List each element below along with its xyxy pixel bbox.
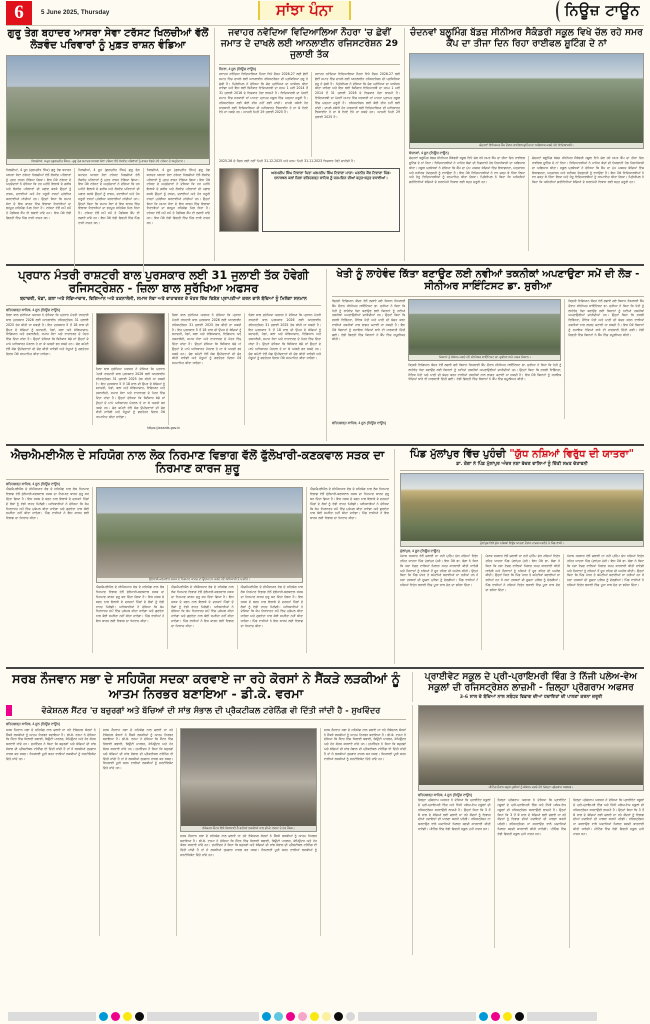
body-text-col: ਜ਼ਿਲਾ ਬਾਲ ਸੁਰੱਖਿਆ ਅਫਸਰ ਨੇ ਦੱਸਿਆ ਕਿ ਪ੍ਰਧਾਨ ਮੰਤਰੀ ਰਾਸ਼ਟਰੀ ਬਾਲ ਪੁਰਸਕਾਰ 2026 ਲਈ ਆਨਲਾਈਨ ਰਜਿਸਟ੍ਰੇਸ਼ਨ 31 ਜੁਲਾਈ 2025 ਤੱਕ ਕੀਤੀ ਜਾ ਸਕਦੀ ਹੈ। ਇਹ ਪੁਰਸਕਾਰ 5 ਤੋਂ 18 ਸਾਲ ਦੀ ਉਮਰ ਦੇ ਬੱਚਿਆਂ ਨੂੰ ਬਹਾਦਰੀ, ਖੇਡਾਂ, ਕਲਾ ਅਤੇ ਸੱਭਿਆਚਾਰ, ਵਿਗਿਆਨ ਅਤੇ ਤਕਨਾਲੋਜੀ, ਸਮਾਜ ਸੇਵਾ ਅਤੇ ਵਾਤਾਵਰਣ ਦੇ ਖੇਤਰ ਵਿੱਚ ਦਿੱਤਾ ਜਾਂਦਾ ਹੈ। ਉਨ੍ਹਾਂ ਦੱਸਿਆ ਕਿ ਬਿਨੈਕਾਰ ਬੱਚੇ ਜਾਂ ਉਨ੍ਹਾਂ ਦੇ ਮਾਪੇ ਅਧਿਕਾਰਤ ਪੋਰਟਲ ਤੇ ਜਾ ਕੇ ਅਰਜ਼ੀ ਭਰ ਸਕਦੇ ਹਨ। ਚੋਣ ਕਮੇਟੀ ਵੱਲੋਂ ਯੋਗ ਉਮੀਦਵਾਰਾਂ ਦੀ ਚੋਣ ਕੀਤੀ ਜਾਵੇਗੀ ਅਤੇ ਜੇਤੂਆਂ ਨੂੰ ਗਣਤੰਤਰ ਦਿਵਸ ਮੌਕੇ ਸਨਮਾਨਿਤ ਕੀਤਾ ਜਾਵੇਗਾ। <box>95 367 165 420</box>
byline: ਚੰਦਨਵਾਂ, 4 ਜੂਨ (ਨਿਊਜ਼ ਟਾਊਨ) <box>409 150 449 155</box>
registration-dot-cyan <box>479 1012 488 1021</box>
headline: ਜਵਾਹਰ ਨਵੋਦਿਆ ਵਿਦਿਆਲਿਆ ਨੌਹਰਾ 'ਚ ਛੇਵੀਂ ਜਮਾਤ ਦੇ ਦਾਖਲੇ ਲਈ ਆਨਲਾਈਨ ਰਜਿਸਟਰੇਸ਼ਨ 29 ਜੁਲਾਈ ਤੱਕ <box>220 27 399 60</box>
byline: ਫਤਿਹਗੜ੍ਹ ਸਾਹਿਬ, 4 ਜੂਨ (ਨਿਊਜ਼ ਟਾਊਨ) <box>332 421 387 426</box>
article-ration-distribution <box>6 28 214 261</box>
body-text-col: ਜ਼ਿਲਾ ਬਾਲ ਸੁਰੱਖਿਆ ਅਫਸਰ ਨੇ ਦੱਸਿਆ ਕਿ ਪ੍ਰਧਾਨ ਮੰਤਰੀ ਰਾਸ਼ਟਰੀ ਬਾਲ ਪੁਰਸਕਾਰ 2026 ਲਈ ਆਨਲਾਈਨ ਰਜਿਸਟ੍ਰੇਸ਼ਨ 31 ਜੁਲਾਈ 2025 ਤੱਕ ਕੀਤੀ ਜਾ ਸਕਦੀ ਹੈ। ਇਹ ਪੁਰਸਕਾਰ 5 ਤੋਂ 18 ਸਾਲ ਦੀ ਉਮਰ ਦੇ ਬੱਚਿਆਂ ਨੂੰ ਬਹਾਦਰੀ, ਖੇਡਾਂ, ਕਲਾ ਅਤੇ ਸੱਭਿਆਚਾਰ, ਵਿਗਿਆਨ ਅਤੇ ਤਕਨਾਲੋਜੀ, ਸਮਾਜ ਸੇਵਾ ਅਤੇ ਵਾਤਾਵਰਣ ਦੇ ਖੇਤਰ ਵਿੱਚ ਦਿੱਤਾ ਜਾਂਦਾ ਹੈ। ਉਨ੍ਹਾਂ ਦੱਸਿਆ ਕਿ ਬਿਨੈਕਾਰ ਬੱਚੇ ਜਾਂ ਉਨ੍ਹਾਂ ਦੇ ਮਾਪੇ ਅਧਿਕਾਰਤ ਪੋਰਟਲ ਤੇ ਜਾ ਕੇ ਅਰਜ਼ੀ ਭਰ ਸਕਦੇ ਹਨ। ਚੋਣ ਕਮੇਟੀ ਵੱਲੋਂ ਯੋਗ ਉਮੀਦਵਾਰਾਂ ਦੀ ਚੋਣ ਕੀਤੀ ਜਾਵੇਗੀ ਅਤੇ ਜੇਤੂਆਂ ਨੂੰ ਗਣਤੰਤਰ ਦਿਵਸ ਮੌਕੇ ਸਨਮਾਨਿਤ ਕੀਤਾ ਜਾਵੇਗਾ। <box>6 313 89 356</box>
body-text-col: ਐਚਐਮਈਐਲ ਦੇ ਸੀਐਸਆਰ ਫੰਡ ਦੇ ਸਹਿਯੋਗ ਨਾਲ ਲੋਕ ਨਿਰਮਾਣ ਵਿਭਾਗ ਵੱਲੋਂ ਫੁੱਲੋਖਾਰੀ-ਕਣਕਵਾਲ ਸੜਕ ਦਾ ਨਿਰਮਾਣ ਕਾਰਜ ਸ਼ੁਰੂ ਕਰ ਦਿੱਤਾ ਗਿਆ ਹੈ। ਇਸ ਸੜਕ ਦੇ ਬਣਨ ਨਾਲ ਇਲਾਕੇ ਦੇ ਦਰਜਨਾਂ ਪਿੰਡਾਂ ਦੇ ਲੋਕਾਂ ਨੂੰ ਵੱਡੀ ਰਾਹਤ ਮਿਲੇਗੀ। ਅਧਿਕਾਰੀਆਂ ਨੇ ਦੱਸਿਆ ਕਿ ਕੰਮ ਨਿਰਧਾਰਤ ਸਮੇਂ ਵਿੱਚ ਮੁਕੰਮਲ ਕੀਤਾ ਜਾਵੇਗਾ ਅਤੇ ਗੁਣਵੱਤਾ ਨਾਲ ਕੋਈ ਸਮਝੌਤਾ ਨਹੀਂ ਕੀਤਾ ਜਾਵੇਗਾ। ਪਿੰਡ ਵਾਸੀਆਂ ਨੇ ਇਸ ਕਾਰਜ ਲਈ ਵਿਭਾਗ ਦਾ ਧੰਨਵਾਦ ਕੀਤਾ। <box>237 585 303 649</box>
photo-caption: ਮੁੱਲਾਂਪੁਰ ਵਿਖੇ ਯੁੱਧ ਨਸ਼ਿਆਂ ਵਿਰੁੱਧ ਯਾਤਰਾ ਦੌਰਾਨ ਹਾਜ਼ਰ ਪਤਵੰਤੇ ਤੇ ਪਿੰਡ ਵਾਸੀ। <box>401 541 643 546</box>
photo-block <box>408 299 561 419</box>
body-text-col: ਖਿਲਚੀਆਂ, 4 ਜੂਨ (ਗੁਰਪ੍ਰੀਤ ਸਿੰਘ) ਗੁਰੂ ਤੇਗ ਬਹਾਦਰ ਆਸਰਾ ਸੇਵਾ ਟਰੱਸਟ ਖਿਲਚੀਆਂ ਵੱਲੋਂ ਲੋੜਵੰਦ ਪਰਿਵਾਰਾਂ ਨੂੰ ਮੁਫ਼ਤ ਰਾਸ਼ਨ ਵੰਡਿਆ ਗਿਆ। ਇਸ ਮੌਕੇ ਟਰੱਸਟ ਦੇ ਅਹੁਦੇਦਾਰਾਂ ਨੇ ਦੱਸਿਆ ਕਿ ਹਰ ਮਹੀਨੇ ਇਲਾਕੇ ਦੇ ਗਰੀਬ ਅਤੇ ਲੋੜਵੰਦ ਪਰਿਵਾਰਾਂ ਦੀ ਪਛਾਣ ਕਰਕੇ ਉਨ੍ਹਾਂ ਨੂੰ ਰਾਸ਼ਨ, ਦਵਾਈਆਂ ਅਤੇ ਹੋਰ ਜਰੂਰੀ ਵਸਤਾਂ ਮੁਹੱਈਆ ਕਰਵਾਈਆਂ ਜਾਂਦੀਆਂ ਹਨ। ਉਨ੍ਹਾਂ ਕਿਹਾ ਕਿ ਸਮਾਜ ਸੇਵਾ ਦੇ ਇਸ ਕਾਰਜ ਵਿੱਚ ਇਲਾਕਾ ਨਿਵਾਸੀਆਂ ਦਾ ਭਰਪੂਰ ਸਹਿਯੋਗ ਮਿਲ ਰਿਹਾ ਹੈ। ਟਰੱਸਟ ਵੱਲੋਂ ਸਮੇਂ ਸਮੇਂ ਤੇ ਮੈਡੀਕਲ ਕੈਂਪ ਵੀ ਲਗਾਏ ਜਾਂਦੇ ਹਨ। ਇਸ ਮੌਕੇ ਵੱਡੀ ਗਿਣਤੀ ਵਿੱਚ ਪਿੰਡ ਵਾਸੀ ਹਾਜ਼ਰ ਸਨ। <box>143 168 210 273</box>
byline: ਫਤਿਹਗੜ੍ਹ ਸਾਹਿਬ, 4 ਜੂਨ (ਨਿਊਜ਼ ਟਾਊਨ) <box>6 481 61 486</box>
body-text-col: ਜਵਾਹਰ ਨਵੋਦਿਆ ਵਿਦਿਆਲਿਆ ਨੌਹਰਾ ਵਿਖੇ ਸੈਸ਼ਨ 2026-27 ਲਈ ਛੇਵੀਂ ਜਮਾਤ ਵਿੱਚ ਦਾਖਲੇ ਲਈ ਆਨਲਾਈਨ ਰਜਿਸਟਰੇਸ਼ਨ ਦੀ ਪ੍ਰਕਿਰਿਆ ਸ਼ੁਰੂ ਹੋ ਚੁੱਕੀ ਹੈ। ਪ੍ਰਿੰਸੀਪਲ ਨੇ ਦੱਸਿਆ ਕਿ ਚੋਣ ਪ੍ਰੀਖਿਆ ਦਾ ਆਯੋਜਨ ਕੀਤਾ ਜਾਵੇਗਾ ਅਤੇ ਇਸ ਲਈ ਬਿਨੈਕਾਰ ਵਿਦਿਆਰਥੀ ਦਾ ਜਨਮ 1 ਮਈ 2014 ਤੋਂ 31 ਜੁਲਾਈ 2016 ਦੇ ਵਿਚਕਾਰ ਹੋਣਾ ਲਾਜ਼ਮੀ ਹੈ। ਵਿਦਿਆਰਥੀ ਦਾ ਪੰਜਵੀਂ ਜਮਾਤ ਵਿੱਚ ਸਰਕਾਰੀ ਜਾਂ ਮਾਨਤਾ ਪ੍ਰਾਪਤ ਸਕੂਲ ਵਿੱਚ ਪੜ੍ਹਨਾ ਜ਼ਰੂਰੀ ਹੈ। ਰਜਿਸਟਰੇਸ਼ਨ ਲਈ ਕੋਈ ਫੀਸ ਨਹੀਂ ਲਈ ਜਾਂਦੀ। ਦਾਖਲੇ ਸਬੰਧੀ ਹੋਰ ਜਾਣਕਾਰੀ ਲਈ ਵਿਦਿਆਲਿਆ ਦੀ ਅਧਿਕਾਰਤ ਵੈੱਬਸਾਈਟ ਤੇ ਜਾ ਕੇ ਵੇਰਵੇ ਵੇਖੇ ਜਾ ਸਕਦੇ ਹਨ। ਆਖ਼ਰੀ ਮਿਤੀ 29 ਜੁਲਾਈ 2025 ਹੈ। <box>311 72 400 157</box>
body-col-with-photo <box>92 313 165 425</box>
divider <box>332 296 644 297</box>
body-columns <box>418 798 644 948</box>
headline: ਖੇਤੀ ਨੂੰ ਲਾਹੇਵੰਦ ਕਿੱਤਾ ਬਣਾਉਣ ਲਈ ਨਵੀਆਂ ਤਕਨੀਕਾਂ ਅਪਣਾਉਣਾ ਸਮੇਂ ਦੀ ਲੋੜ - ਸੀਨੀਅਰ ਸਾਇੰਟਿਸਟ ਡਾ. ਸੁਰੀਆ <box>336 269 640 293</box>
article-navodaya-registration <box>214 28 404 261</box>
body-text-col: ਕ੍ਰਿਸ਼ੀ ਵਿਗਿਆਨ ਕੇਂਦਰ ਵੱਲੋਂ ਲਗਾਏ ਗਏ ਕਿਸਾਨ ਸਿਖਲਾਈ ਕੈਂਪ ਦੌਰਾਨ ਸੀਨੀਅਰ ਸਾਇੰਟਿਸਟ ਡਾ. ਸੁਰੀਆ ਨੇ ਕਿਹਾ ਕਿ ਖੇਤੀ ਨੂੰ ਲਾਹੇਵੰਦ ਧੰਦਾ ਬਣਾਉਣ ਲਈ ਕਿਸਾਨਾਂ ਨੂੰ ਨਵੀਆਂ ਤਕਨੀਕਾਂ ਅਪਣਾਉਣੀਆਂ ਚਾਹੀਦੀਆਂ ਹਨ। ਉਨ੍ਹਾਂ ਕਿਹਾ ਕਿ ਫ਼ਸਲੀ ਵਿਭਿੰਨਤਾ, ਜੈਵਿਕ ਖੇਤੀ ਅਤੇ ਪਾਣੀ ਦੀ ਬੱਚਤ ਕਰਨ ਵਾਲੀਆਂ ਤਕਨੀਕਾਂ ਨਾਲ ਲਾਗਤ ਘਟਾਈ ਜਾ ਸਕਦੀ ਹੈ। ਇਸ ਮੌਕੇ ਕਿਸਾਨਾਂ ਨੂੰ ਸਹਾਇਕ ਧੰਦਿਆਂ ਬਾਰੇ ਵੀ ਜਾਣਕਾਰੀ ਦਿੱਤੀ ਗਈ। ਵੱਡੀ ਗਿਣਤੀ ਵਿੱਚ ਕਿਸਾਨਾਂ ਨੇ ਕੈਂਪ ਵਿੱਚ ਸ਼ਮੂਲੀਅਤ ਕੀਤੀ। <box>408 363 562 382</box>
subheadline: 3-6 ਸਾਲ ਦੇ ਬੱਚਿਆਂ ਨਾਲ ਸਬੰਧਤ ਵਿਭਾਗ ਦੀਆਂ ਹਦਾਇਤਾਂ ਦੀ ਪਾਲਣਾ ਕਰਨਾ ਜ਼ਰੂਰੀ <box>459 694 603 700</box>
registration-dot-yellow <box>123 1012 132 1021</box>
body-text-col: ਸਰਬ ਨੌਜਵਾਨ ਸਭਾ ਦੇ ਸਹਿਯੋਗ ਨਾਲ ਚਲਾਏ ਜਾ ਰਹੇ ਵੋਕੇਸ਼ਨਲ ਕੋਰਸਾਂ ਨੇ ਸੈਂਕੜੇ ਲੜਕੀਆਂ ਨੂੰ ਆਤਮ ਨਿਰਭਰ ਬਣਾਇਆ ਹੈ। ਡੀ.ਕੇ. ਵਰਮਾ ਨੇ ਦੱਸਿਆ ਕਿ ਸੈਂਟਰ ਵਿੱਚ ਸਿਲਾਈ ਕਢਾਈ, ਬਿਊਟੀ ਪਾਰਲਰ, ਕੰਪਿਊਟਰ ਅਤੇ ਹੋਰ ਕੋਰਸ ਕਰਵਾਏ ਜਾਂਦੇ ਹਨ। ਸੁਖਵਿੰਦਰ ਨੇ ਕਿਹਾ ਕਿ ਬਜ਼ੁਰਗਾਂ ਅਤੇ ਬੱਚਿਆਂ ਦੀ ਸਾਂਭ ਸੰਭਾਲ ਦੀ ਪ੍ਰੈਕਟੀਕਲ ਟਰੇਨਿੰਗ ਵੀ ਦਿੱਤੀ ਜਾਂਦੀ ਹੈ ਤਾਂ ਜੋ ਲੜਕੀਆਂ ਰੁਜ਼ਗਾਰ ਹਾਸਲ ਕਰ ਸਕਣ। ਸਿਖਲਾਈ ਪੂਰੀ ਕਰਨ ਵਾਲੀਆਂ ਲੜਕੀਆਂ ਨੂੰ ਸਰਟੀਫਿਕੇਟ ਦਿੱਤੇ ਜਾਂਦੇ ਹਨ। <box>6 727 96 761</box>
article-road-construction <box>6 449 394 664</box>
photo-caption: ਕਿਸਾਨਾਂ ਨੂੰ ਸੰਬੋਧਨ ਕਰਦੇ ਹੋਏ ਸੀਨੀਅਰ ਸਾਇੰਟਿਸਟ ਡਾ. ਸੁਰੀਆ ਅਤੇ ਹਾਜ਼ਰ ਕਿਸਾਨ। <box>409 355 560 360</box>
photo-caption: ਖਿਲਚੀਆਂ, 4 ਜੂਨ (ਗੁਰਪ੍ਰੀਤ ਸਿੰਘ) - ਗੁਰੂ ਤੇਗ ਬਹਾਦਰ ਆਸਰਾ ਸੇਵਾ ਟਰੱਸਟ ਵੱਲੋਂ ਲੋੜਵੰਦ ਪਰਿਵਾਰਾਂ ਨੂੰ ਰਾਸ਼ਨ ਵੰਡਦੇ ਹੋਏ ਟਰੱਸਟ ਦੇ ਅਹੁਦੇਦਾਰ। <box>7 159 209 164</box>
body-text-col: ਸਰਬ ਨੌਜਵਾਨ ਸਭਾ ਦੇ ਸਹਿਯੋਗ ਨਾਲ ਚਲਾਏ ਜਾ ਰਹੇ ਵੋਕੇਸ਼ਨਲ ਕੋਰਸਾਂ ਨੇ ਸੈਂਕੜੇ ਲੜਕੀਆਂ ਨੂੰ ਆਤਮ ਨਿਰਭਰ ਬਣਾਇਆ ਹੈ। ਡੀ.ਕੇ. ਵਰਮਾ ਨੇ ਦੱਸਿਆ ਕਿ ਸੈਂਟਰ ਵਿੱਚ ਸਿਲਾਈ ਕਢਾਈ, ਬਿਊਟੀ ਪਾਰਲਰ, ਕੰਪਿਊਟਰ ਅਤੇ ਹੋਰ ਕੋਰਸ ਕਰਵਾਏ ਜਾਂਦੇ ਹਨ। ਸੁਖਵਿੰਦਰ ਨੇ ਕਿਹਾ ਕਿ ਬਜ਼ੁਰਗਾਂ ਅਤੇ ਬੱਚਿਆਂ ਦੀ ਸਾਂਭ ਸੰਭਾਲ ਦੀ ਪ੍ਰੈਕਟੀਕਲ ਟਰੇਨਿੰਗ ਵੀ ਦਿੱਤੀ ਜਾਂਦੀ ਹੈ ਤਾਂ ਜੋ ਲੜਕੀਆਂ ਰੁਜ਼ਗਾਰ ਹਾਸਲ ਕਰ ਸਕਣ। ਸਿਖਲਾਈ ਪੂਰੀ ਕਰਨ ਵਾਲੀਆਂ ਲੜਕੀਆਂ ਨੂੰ ਸਰਟੀਫਿਕੇਟ ਦਿੱਤੇ ਜਾਂਦੇ ਹਨ। <box>99 728 173 936</box>
accent-bar <box>6 705 12 717</box>
registration-dot-yellow-light <box>322 1012 331 1021</box>
bottom-band <box>6 672 644 955</box>
divider <box>6 305 321 306</box>
registration-dot-magenta <box>111 1012 120 1021</box>
body-columns <box>400 554 644 650</box>
publication-date: 5 June 2025, Thursday <box>41 9 110 16</box>
birthday-notice <box>219 168 400 232</box>
birthday-photo <box>219 168 259 232</box>
headline: ਚੰਦਨਵਾਂ ਬਲੂਮਿੰਗ ਬੱਡਜ਼ ਸੀਨੀਅਰ ਸੈਕੰਡਰੀ ਸਕੂਲ ਵਿਖੇ ਚੱਲ ਰਹੇ ਸਮਰ ਕੈਂਪ ਦਾ ਤੀਜਾ ਦਿਨ ਰਿਹਾ ਰਾਈਫਲ ਸ਼ੂਟਿੰਗ ਦੇ ਨਾਂ <box>410 27 643 49</box>
body-text-col: ਐਚਐਮਈਐਲ ਦੇ ਸੀਐਸਆਰ ਫੰਡ ਦੇ ਸਹਿਯੋਗ ਨਾਲ ਲੋਕ ਨਿਰਮਾਣ ਵਿਭਾਗ ਵੱਲੋਂ ਫੁੱਲੋਖਾਰੀ-ਕਣਕਵਾਲ ਸੜਕ ਦਾ ਨਿਰਮਾਣ ਕਾਰਜ ਸ਼ੁਰੂ ਕਰ ਦਿੱਤਾ ਗਿਆ ਹੈ। ਇਸ ਸੜਕ ਦੇ ਬਣਨ ਨਾਲ ਇਲਾਕੇ ਦੇ ਦਰਜਨਾਂ ਪਿੰਡਾਂ ਦੇ ਲੋਕਾਂ ਨੂੰ ਵੱਡੀ ਰਾਹਤ ਮਿਲੇਗੀ। ਅਧਿਕਾਰੀਆਂ ਨੇ ਦੱਸਿਆ ਕਿ ਕੰਮ ਨਿਰਧਾਰਤ ਸਮੇਂ ਵਿੱਚ ਮੁਕੰਮਲ ਕੀਤਾ ਜਾਵੇਗਾ ਅਤੇ ਗੁਣਵੱਤਾ ਨਾਲ ਕੋਈ ਸਮਝੌਤਾ ਨਹੀਂ ਕੀਤਾ ਜਾਵੇਗਾ। ਪਿੰਡ ਵਾਸੀਆਂ ਨੇ ਇਸ ਕਾਰਜ ਲਈ ਵਿਭਾਗ ਦਾ ਧੰਨਵਾਦ ਕੀਤਾ। <box>167 585 233 649</box>
article-photo <box>418 705 644 791</box>
registration-dot-magenta <box>491 1012 500 1021</box>
article-sarb-naujawan-sabha-headline <box>6 672 406 702</box>
divider <box>400 470 644 471</box>
registration-dot-yellow <box>310 1012 319 1021</box>
body-columns <box>409 156 644 251</box>
photo-caption: ਮੀਟਿੰਗ ਦੌਰਾਨ ਸਕੂਲ ਮੁਖੀਆਂ ਨੂੰ ਸੰਬੋਧਨ ਕਰਦੇ ਹੋਏ ਜ਼ਿਲ੍ਹਾ ਪ੍ਰੋਗਰਾਮ ਅਫਸਰ। <box>419 785 643 790</box>
body-text-col: ਜਵਾਹਰ ਨਵੋਦਿਆ ਵਿਦਿਆਲਿਆ ਨੌਹਰਾ ਵਿਖੇ ਸੈਸ਼ਨ 2026-27 ਲਈ ਛੇਵੀਂ ਜਮਾਤ ਵਿੱਚ ਦਾਖਲੇ ਲਈ ਆਨਲਾਈਨ ਰਜਿਸਟਰੇਸ਼ਨ ਦੀ ਪ੍ਰਕਿਰਿਆ ਸ਼ੁਰੂ ਹੋ ਚੁੱਕੀ ਹੈ। ਪ੍ਰਿੰਸੀਪਲ ਨੇ ਦੱਸਿਆ ਕਿ ਚੋਣ ਪ੍ਰੀਖਿਆ ਦਾ ਆਯੋਜਨ ਕੀਤਾ ਜਾਵੇਗਾ ਅਤੇ ਇਸ ਲਈ ਬਿਨੈਕਾਰ ਵਿਦਿਆਰਥੀ ਦਾ ਜਨਮ 1 ਮਈ 2014 ਤੋਂ 31 ਜੁਲਾਈ 2016 ਦੇ ਵਿਚਕਾਰ ਹੋਣਾ ਲਾਜ਼ਮੀ ਹੈ। ਵਿਦਿਆਰਥੀ ਦਾ ਪੰਜਵੀਂ ਜਮਾਤ ਵਿੱਚ ਸਰਕਾਰੀ ਜਾਂ ਮਾਨਤਾ ਪ੍ਰਾਪਤ ਸਕੂਲ ਵਿੱਚ ਪੜ੍ਹਨਾ ਜ਼ਰੂਰੀ ਹੈ। ਰਜਿਸਟਰੇਸ਼ਨ ਲਈ ਕੋਈ ਫੀਸ ਨਹੀਂ ਲਈ ਜਾਂਦੀ। ਦਾਖਲੇ ਸਬੰਧੀ ਹੋਰ ਜਾਣਕਾਰੀ ਲਈ ਵਿਦਿਆਲਿਆ ਦੀ ਅਧਿਕਾਰਤ ਵੈੱਬਸਾਈਟ ਤੇ ਜਾ ਕੇ ਵੇਰਵੇ ਵੇਖੇ ਜਾ ਸਕਦੇ ਹਨ। ਆਖ਼ਰੀ ਮਿਤੀ 29 ਜੁਲਾਈ 2025 ਹੈ। <box>219 72 308 115</box>
article-sarb-naujawan-sabha <box>6 705 406 955</box>
masthead <box>6 0 644 26</box>
article-anti-drug-yatra <box>394 449 644 664</box>
byline: ਨੌਹਰਾ, 4 ਜੂਨ (ਨਿਊਜ਼ ਟਾਊਨ) <box>219 66 257 71</box>
awards-website-link[interactable]: https://awards.gov.in <box>147 426 180 431</box>
body-columns <box>6 313 321 425</box>
article-preprimary-registration-headline <box>412 672 644 702</box>
body-text-col: ਐਚਐਮਈਐਲ ਦੇ ਸੀਐਸਆਰ ਫੰਡ ਦੇ ਸਹਿਯੋਗ ਨਾਲ ਲੋਕ ਨਿਰਮਾਣ ਵਿਭਾਗ ਵੱਲੋਂ ਫੁੱਲੋਖਾਰੀ-ਕਣਕਵਾਲ ਸੜਕ ਦਾ ਨਿਰਮਾਣ ਕਾਰਜ ਸ਼ੁਰੂ ਕਰ ਦਿੱਤਾ ਗਿਆ ਹੈ। ਇਸ ਸੜਕ ਦੇ ਬਣਨ ਨਾਲ ਇਲਾਕੇ ਦੇ ਦਰਜਨਾਂ ਪਿੰਡਾਂ ਦੇ ਲੋਕਾਂ ਨੂੰ ਵੱਡੀ ਰਾਹਤ ਮਿਲੇਗੀ। ਅਧਿਕਾਰੀਆਂ ਨੇ ਦੱਸਿਆ ਕਿ ਕੰਮ ਨਿਰਧਾਰਤ ਸਮੇਂ ਵਿੱਚ ਮੁਕੰਮਲ ਕੀਤਾ ਜਾਵੇਗਾ ਅਤੇ ਗੁਣਵੱਤਾ ਨਾਲ ਕੋਈ ਸਮਝੌਤਾ ਨਹੀਂ ਕੀਤਾ ਜਾਵੇਗਾ। ਪਿੰਡ ਵਾਸੀਆਂ ਨੇ ਇਸ ਕਾਰਜ ਲਈ ਵਿਭਾਗ ਦਾ ਧੰਨਵਾਦ ਕੀਤਾ। <box>95 585 165 623</box>
body-text-col: ਜ਼ਿਲ੍ਹਾ ਪ੍ਰੋਗਰਾਮ ਅਫਸਰ ਨੇ ਦੱਸਿਆ ਕਿ ਪ੍ਰਾਈਵੇਟ ਸਕੂਲਾਂ ਦੇ ਪ੍ਰੀ-ਪ੍ਰਾਇਮਰੀ ਵਿੰਗ ਅਤੇ ਨਿੱਜੀ ਪਲੇਅ-ਵੇਅ ਸਕੂਲਾਂ ਦੀ ਰਜਿਸਟ੍ਰੇਸ਼ਨ ਕਰਵਾਉਣੀ ਲਾਜ਼ਮੀ ਹੈ। ਉਨ੍ਹਾਂ ਕਿਹਾ ਕਿ 3 ਤੋਂ 6 ਸਾਲ ਦੇ ਬੱਚਿਆਂ ਲਈ ਚਲਾਏ ਜਾ ਰਹੇ ਕੇਂਦਰਾਂ ਨੂੰ ਵਿਭਾਗ ਦੀਆਂ ਹਦਾਇਤਾਂ ਦੀ ਪਾਲਣਾ ਕਰਨੀ ਪਵੇਗੀ। ਰਜਿਸਟ੍ਰੇਸ਼ਨ ਨਾ ਕਰਵਾਉਣ ਵਾਲੇ ਅਦਾਰਿਆਂ ਖ਼ਿਲਾਫ਼ ਬਣਦੀ ਕਾਰਵਾਈ ਕੀਤੀ ਜਾਵੇਗੀ। ਮੀਟਿੰਗ ਵਿੱਚ ਵੱਡੀ ਗਿਣਤੀ ਸਕੂਲ ਮੁਖੀ ਹਾਜ਼ਰ ਸਨ। <box>418 798 491 831</box>
registration-dot-cyan <box>99 1012 108 1021</box>
bottom-content-row <box>6 705 644 955</box>
body-text-col: ਸਰਬ ਨੌਜਵਾਨ ਸਭਾ ਦੇ ਸਹਿਯੋਗ ਨਾਲ ਚਲਾਏ ਜਾ ਰਹੇ ਵੋਕੇਸ਼ਨਲ ਕੋਰਸਾਂ ਨੇ ਸੈਂਕੜੇ ਲੜਕੀਆਂ ਨੂੰ ਆਤਮ ਨਿਰਭਰ ਬਣਾਇਆ ਹੈ। ਡੀ.ਕੇ. ਵਰਮਾ ਨੇ ਦੱਸਿਆ ਕਿ ਸੈਂਟਰ ਵਿੱਚ ਸਿਲਾਈ ਕਢਾਈ, ਬਿਊਟੀ ਪਾਰਲਰ, ਕੰਪਿਊਟਰ ਅਤੇ ਹੋਰ ਕੋਰਸ ਕਰਵਾਏ ਜਾਂਦੇ ਹਨ। ਸੁਖਵਿੰਦਰ ਨੇ ਕਿਹਾ ਕਿ ਬਜ਼ੁਰਗਾਂ ਅਤੇ ਬੱਚਿਆਂ ਦੀ ਸਾਂਭ ਸੰਭਾਲ ਦੀ ਪ੍ਰੈਕਟੀਕਲ ਟਰੇਨਿੰਗ ਵੀ ਦਿੱਤੀ ਜਾਂਦੀ ਹੈ ਤਾਂ ਜੋ ਲੜਕੀਆਂ ਰੁਜ਼ਗਾਰ ਹਾਸਲ ਕਰ ਸਕਣ। ਸਿਖਲਾਈ ਪੂਰੀ ਕਰਨ ਵਾਲੀਆਂ ਲੜਕੀਆਂ ਨੂੰ ਸਰਟੀਫਿਕੇਟ ਦਿੱਤੇ ਜਾਂਦੇ ਹਨ। <box>320 728 406 936</box>
article-photo <box>408 299 561 361</box>
body-text-col: ਐਚਐਮਈਐਲ ਦੇ ਸੀਐਸਆਰ ਫੰਡ ਦੇ ਸਹਿਯੋਗ ਨਾਲ ਲੋਕ ਨਿਰਮਾਣ ਵਿਭਾਗ ਵੱਲੋਂ ਫੁੱਲੋਖਾਰੀ-ਕਣਕਵਾਲ ਸੜਕ ਦਾ ਨਿਰਮਾਣ ਕਾਰਜ ਸ਼ੁਰੂ ਕਰ ਦਿੱਤਾ ਗਿਆ ਹੈ। ਇਸ ਸੜਕ ਦੇ ਬਣਨ ਨਾਲ ਇਲਾਕੇ ਦੇ ਦਰਜਨਾਂ ਪਿੰਡਾਂ ਦੇ ਲੋਕਾਂ ਨੂੰ ਵੱਡੀ ਰਾਹਤ ਮਿਲੇਗੀ। ਅਧਿਕਾਰੀਆਂ ਨੇ ਦੱਸਿਆ ਕਿ ਕੰਮ ਨਿਰਧਾਰਤ ਸਮੇਂ ਵਿੱਚ ਮੁਕੰਮਲ ਕੀਤਾ ਜਾਵੇਗਾ ਅਤੇ ਗੁਣਵੱਤਾ ਨਾਲ ਕੋਈ ਸਮਝੌਤਾ ਨਹੀਂ ਕੀਤਾ ਜਾਵੇਗਾ। ਪਿੰਡ ਵਾਸੀਆਂ ਨੇ ਇਸ ਕਾਰਜ ਲਈ ਵਿਭਾਗ ਦਾ ਧੰਨਵਾਦ ਕੀਤਾ। <box>6 487 89 521</box>
subheadline: ਡਾ. ਕੋਗਾ ਨੇ ਪਿੰਡ ਮੁੱਲਾਂਪੁਰ ਅੰਦਰ ਨਸ਼ਾ ਵੇਚਣ ਵਾਲਿਆਂ ਨੂੰ ਦਿੱਤੀ ਸਖ਼ਤ ਚੇਤਾਵਨੀ <box>456 462 588 468</box>
photo-and-text <box>332 299 644 419</box>
byline: ਮੁੱਲਾਂਪੁਰ, 4 ਜੂਨ (ਨਿਊਜ਼ ਟਾਊਨ) <box>400 548 440 553</box>
birthday-message: ਅਰਮਦੀਪ ਸਿੰਘ ਟਿਵਾਣਾ ਪਿਤਾ ਪਰਮਦੀਪ ਸਿੰਘ ਟਿਵਾਣਾ ਮਾਤਾ: ਪਰਨੀਤ ਕੌਰ ਟਿਵਾਣਾ ਪਿੰਡ: ਚਨਾਰਥਲ ਕਲਾਂ ਜ਼ਿਲਾ ਫਤਿਹਗੜ੍ਹ ਸਾਹਿਬ ਨੂੰ ਜਨਮਦਿਨ ਦੀਆਂ ਬਹੁਤ-ਬਹੁਤ ਵਧਾਈਆਂ। <box>262 168 400 232</box>
registration-dot-black <box>334 1012 343 1021</box>
photo-caption: ਵੋਕੇਸ਼ਨਲ ਸੈਂਟਰ ਵਿਖੇ ਸਿਖਲਾਈ ਲੈ ਰਹੀਆਂ ਲੜਕੀਆਂ ਨਾਲ ਡੀ.ਕੇ. ਵਰਮਾ ਤੇ ਹੋਰ ਮੈਂਬਰ। <box>181 826 316 831</box>
page-number-badge: 6 <box>6 1 32 25</box>
body-text-col: ਜ਼ਿਲਾ ਬਾਲ ਸੁਰੱਖਿਆ ਅਫਸਰ ਨੇ ਦੱਸਿਆ ਕਿ ਪ੍ਰਧਾਨ ਮੰਤਰੀ ਰਾਸ਼ਟਰੀ ਬਾਲ ਪੁਰਸਕਾਰ 2026 ਲਈ ਆਨਲਾਈਨ ਰਜਿਸਟ੍ਰੇਸ਼ਨ 31 ਜੁਲਾਈ 2025 ਤੱਕ ਕੀਤੀ ਜਾ ਸਕਦੀ ਹੈ। ਇਹ ਪੁਰਸਕਾਰ 5 ਤੋਂ 18 ਸਾਲ ਦੀ ਉਮਰ ਦੇ ਬੱਚਿਆਂ ਨੂੰ ਬਹਾਦਰੀ, ਖੇਡਾਂ, ਕਲਾ ਅਤੇ ਸੱਭਿਆਚਾਰ, ਵਿਗਿਆਨ ਅਤੇ ਤਕਨਾਲੋਜੀ, ਸਮਾਜ ਸੇਵਾ ਅਤੇ ਵਾਤਾਵਰਣ ਦੇ ਖੇਤਰ ਵਿੱਚ ਦਿੱਤਾ ਜਾਂਦਾ ਹੈ। ਉਨ੍ਹਾਂ ਦੱਸਿਆ ਕਿ ਬਿਨੈਕਾਰ ਬੱਚੇ ਜਾਂ ਉਨ੍ਹਾਂ ਦੇ ਮਾਪੇ ਅਧਿਕਾਰਤ ਪੋਰਟਲ ਤੇ ਜਾ ਕੇ ਅਰਜ਼ੀ ਭਰ ਸਕਦੇ ਹਨ। ਚੋਣ ਕਮੇਟੀ ਵੱਲੋਂ ਯੋਗ ਉਮੀਦਵਾਰਾਂ ਦੀ ਚੋਣ ਕੀਤੀ ਜਾਵੇਗੀ ਅਤੇ ਜੇਤੂਆਂ ਨੂੰ ਗਣਤੰਤਰ ਦਿਵਸ ਮੌਕੇ ਸਨਮਾਨਿਤ ਕੀਤਾ ਜਾਵੇਗਾ। <box>244 313 321 425</box>
top-band <box>6 28 644 261</box>
registration-dot-cyan-light <box>274 1012 283 1021</box>
registration-block <box>8 1012 96 1021</box>
body-columns <box>219 72 400 157</box>
logo-swoosh-icon <box>556 0 565 22</box>
band-divider <box>6 444 644 446</box>
body-text-col: ਸਰਬ ਨੌਜਵਾਨ ਸਭਾ ਦੇ ਸਹਿਯੋਗ ਨਾਲ ਚਲਾਏ ਜਾ ਰਹੇ ਵੋਕੇਸ਼ਨਲ ਕੋਰਸਾਂ ਨੇ ਸੈਂਕੜੇ ਲੜਕੀਆਂ ਨੂੰ ਆਤਮ ਨਿਰਭਰ ਬਣਾਇਆ ਹੈ। ਡੀ.ਕੇ. ਵਰਮਾ ਨੇ ਦੱਸਿਆ ਕਿ ਸੈਂਟਰ ਵਿੱਚ ਸਿਲਾਈ ਕਢਾਈ, ਬਿਊਟੀ ਪਾਰਲਰ, ਕੰਪਿਊਟਰ ਅਤੇ ਹੋਰ ਕੋਰਸ ਕਰਵਾਏ ਜਾਂਦੇ ਹਨ। ਸੁਖਵਿੰਦਰ ਨੇ ਕਿਹਾ ਕਿ ਬਜ਼ੁਰਗਾਂ ਅਤੇ ਬੱਚਿਆਂ ਦੀ ਸਾਂਭ ਸੰਭਾਲ ਦੀ ਪ੍ਰੈਕਟੀਕਲ ਟਰੇਨਿੰਗ ਵੀ ਦਿੱਤੀ ਜਾਂਦੀ ਹੈ ਤਾਂ ਜੋ ਲੜਕੀਆਂ ਰੁਜ਼ਗਾਰ ਹਾਸਲ ਕਰ ਸਕਣ। ਸਿਖਲਾਈ ਪੂਰੀ ਕਰਨ ਵਾਲੀਆਂ ਲੜਕੀਆਂ ਨੂੰ ਸਰਟੀਫਿਕੇਟ ਦਿੱਤੇ ਜਾਂਦੇ ਹਨ। <box>180 833 317 858</box>
body-columns <box>6 728 406 936</box>
article-preprimary-registration <box>412 705 644 955</box>
section-title-band <box>258 1 351 20</box>
registration-block <box>527 1012 597 1021</box>
body-text-col: ਕ੍ਰਿਸ਼ੀ ਵਿਗਿਆਨ ਕੇਂਦਰ ਵੱਲੋਂ ਲਗਾਏ ਗਏ ਕਿਸਾਨ ਸਿਖਲਾਈ ਕੈਂਪ ਦੌਰਾਨ ਸੀਨੀਅਰ ਸਾਇੰਟਿਸਟ ਡਾ. ਸੁਰੀਆ ਨੇ ਕਿਹਾ ਕਿ ਖੇਤੀ ਨੂੰ ਲਾਹੇਵੰਦ ਧੰਦਾ ਬਣਾਉਣ ਲਈ ਕਿਸਾਨਾਂ ਨੂੰ ਨਵੀਆਂ ਤਕਨੀਕਾਂ ਅਪਣਾਉਣੀਆਂ ਚਾਹੀਦੀਆਂ ਹਨ। ਉਨ੍ਹਾਂ ਕਿਹਾ ਕਿ ਫ਼ਸਲੀ ਵਿਭਿੰਨਤਾ, ਜੈਵਿਕ ਖੇਤੀ ਅਤੇ ਪਾਣੀ ਦੀ ਬੱਚਤ ਕਰਨ ਵਾਲੀਆਂ ਤਕਨੀਕਾਂ ਨਾਲ ਲਾਗਤ ਘਟਾਈ ਜਾ ਸਕਦੀ ਹੈ। ਇਸ ਮੌਕੇ ਕਿਸਾਨਾਂ ਨੂੰ ਸਹਾਇਕ ਧੰਦਿਆਂ ਬਾਰੇ ਵੀ ਜਾਣਕਾਰੀ ਦਿੱਤੀ ਗਈ। ਵੱਡੀ ਗਿਣਤੀ ਵਿੱਚ ਕਿਸਾਨਾਂ ਨੇ ਕੈਂਪ ਵਿੱਚ ਸ਼ਮੂਲੀਅਤ ਕੀਤੀ। <box>332 299 406 342</box>
article-photo <box>96 487 303 583</box>
subheadline-row <box>6 705 406 717</box>
subheadline: ਬਹਾਦਰੀ, ਖੇਡਾਂ, ਕਲਾ ਅਤੇ ਸੱਭਿਆਚਾਰ, ਵਿਗਿਆਨ ਅਤੇ ਤਕਨਾਲੋਜੀ, ਸਮਾਜ ਸੇਵਾ ਅਤੇ ਵਾਤਾਵਰਣ ਦੇ ਖੇਤਰ ਵਿੱਚ ਵਿਸ਼ੇਸ਼ ਪ੍ਰਾਪਤੀਆਂ ਕਰਨ ਵਾਲੇ ਬੱਚਿਆਂ ਨੂੰ ਮਿਲੇਗਾ ਸਨਮਾਨ <box>20 296 307 302</box>
registration-dot-magenta <box>286 1012 295 1021</box>
photo-block <box>92 487 303 653</box>
headline <box>400 449 644 461</box>
body-columns <box>6 168 210 273</box>
body-text-col: ਜ਼ਿਲ੍ਹਾ ਪ੍ਰੋਗਰਾਮ ਅਫਸਰ ਨੇ ਦੱਸਿਆ ਕਿ ਪ੍ਰਾਈਵੇਟ ਸਕੂਲਾਂ ਦੇ ਪ੍ਰੀ-ਪ੍ਰਾਇਮਰੀ ਵਿੰਗ ਅਤੇ ਨਿੱਜੀ ਪਲੇਅ-ਵੇਅ ਸਕੂਲਾਂ ਦੀ ਰਜਿਸਟ੍ਰੇਸ਼ਨ ਕਰਵਾਉਣੀ ਲਾਜ਼ਮੀ ਹੈ। ਉਨ੍ਹਾਂ ਕਿਹਾ ਕਿ 3 ਤੋਂ 6 ਸਾਲ ਦੇ ਬੱਚਿਆਂ ਲਈ ਚਲਾਏ ਜਾ ਰਹੇ ਕੇਂਦਰਾਂ ਨੂੰ ਵਿਭਾਗ ਦੀਆਂ ਹਦਾਇਤਾਂ ਦੀ ਪਾਲਣਾ ਕਰਨੀ ਪਵੇਗੀ। ਰਜਿਸਟ੍ਰੇਸ਼ਨ ਨਾ ਕਰਵਾਉਣ ਵਾਲੇ ਅਦਾਰਿਆਂ ਖ਼ਿਲਾਫ਼ ਬਣਦੀ ਕਾਰਵਾਈ ਕੀਤੀ ਜਾਵੇਗੀ। ਮੀਟਿੰਗ ਵਿੱਚ ਵੱਡੀ ਗਿਣਤੀ ਸਕੂਲ ਮੁਖੀ ਹਾਜ਼ਰ ਸਨ। <box>569 798 644 948</box>
headline: ਐਚਐਮਈਐਲ ਦੇ ਸਹਿਯੋਗ ਨਾਲ ਲੋਕ ਨਿਰਮਾਣ ਵਿਭਾਗ ਵੱਲੋਂ ਫੁੱਲੋਖਾਰੀ-ਕਣਕਵਾਲ ਸੜਕ ਦਾ ਨਿਰਮਾਣ ਕਾਰਜ ਸ਼ੁਰੂ <box>10 448 385 476</box>
body-text-col: ਜ਼ਿਲਾ ਬਾਲ ਸੁਰੱਖਿਆ ਅਫਸਰ ਨੇ ਦੱਸਿਆ ਕਿ ਪ੍ਰਧਾਨ ਮੰਤਰੀ ਰਾਸ਼ਟਰੀ ਬਾਲ ਪੁਰਸਕਾਰ 2026 ਲਈ ਆਨਲਾਈਨ ਰਜਿਸਟ੍ਰੇਸ਼ਨ 31 ਜੁਲਾਈ 2025 ਤੱਕ ਕੀਤੀ ਜਾ ਸਕਦੀ ਹੈ। ਇਹ ਪੁਰਸਕਾਰ 5 ਤੋਂ 18 ਸਾਲ ਦੀ ਉਮਰ ਦੇ ਬੱਚਿਆਂ ਨੂੰ ਬਹਾਦਰੀ, ਖੇਡਾਂ, ਕਲਾ ਅਤੇ ਸੱਭਿਆਚਾਰ, ਵਿਗਿਆਨ ਅਤੇ ਤਕਨਾਲੋਜੀ, ਸਮਾਜ ਸੇਵਾ ਅਤੇ ਵਾਤਾਵਰਣ ਦੇ ਖੇਤਰ ਵਿੱਚ ਦਿੱਤਾ ਜਾਂਦਾ ਹੈ। ਉਨ੍ਹਾਂ ਦੱਸਿਆ ਕਿ ਬਿਨੈਕਾਰ ਬੱਚੇ ਜਾਂ ਉਨ੍ਹਾਂ ਦੇ ਮਾਪੇ ਅਧਿਕਾਰਤ ਪੋਰਟਲ ਤੇ ਜਾ ਕੇ ਅਰਜ਼ੀ ਭਰ ਸਕਦੇ ਹਨ। ਚੋਣ ਕਮੇਟੀ ਵੱਲੋਂ ਯੋਗ ਉਮੀਦਵਾਰਾਂ ਦੀ ਚੋਣ ਕੀਤੀ ਜਾਵੇਗੀ ਅਤੇ ਜੇਤੂਆਂ ਨੂੰ ਗਣਤੰਤਰ ਦਿਵਸ ਮੌਕੇ ਸਨਮਾਨਿਤ ਕੀਤਾ ਜਾਵੇਗਾ। <box>168 313 241 425</box>
second-band <box>6 269 644 441</box>
photo-block <box>176 728 317 936</box>
headline: ਪ੍ਰਾਈਵੇਟ ਸਕੂਲ ਦੇ ਪ੍ਰੀ-ਪ੍ਰਾਇਮਰੀ ਵਿੰਗ ਤੇ ਨਿੱਜੀ ਪਲੇਅ-ਵੇਅ ਸਕੂਲਾਂ ਦੀ ਰਜਿਸਟ੍ਰੇਸ਼ਨ ਲਾਜ਼ਮੀ - ਜ਼ਿਲ੍ਹਾ ਪ੍ਰੋਗਰਾਮ ਅਫਸਰ <box>424 671 638 693</box>
registration-block <box>358 1012 476 1021</box>
printer-registration-bar <box>0 1010 650 1022</box>
body-text-col: ਪੰਜਾਬ ਸਰਕਾਰ ਵੱਲੋਂ ਚਲਾਈ ਜਾ ਰਹੀ ਮੁਹਿੰਮ ਯੁੱਧ ਨਸ਼ਿਆਂ ਵਿਰੁੱਧ ਤਹਿਤ ਯਾਤਰਾ ਪਿੰਡ ਮੁੱਲਾਂਪੁਰ ਪੁੱਜੀ। ਇਸ ਮੌਕੇ ਡਾ. ਕੋਗਾ ਨੇ ਕਿਹਾ ਕਿ ਨਸ਼ਾ ਵੇਚਣ ਵਾਲਿਆਂ ਖ਼ਿਲਾਫ਼ ਸਖ਼ਤ ਕਾਰਵਾਈ ਕੀਤੀ ਜਾਵੇਗੀ ਅਤੇ ਨੌਜਵਾਨਾਂ ਨੂੰ ਨਸ਼ਿਆਂ ਤੋਂ ਦੂਰ ਰਹਿਣ ਦੀ ਅਪੀਲ ਕੀਤੀ। ਉਨ੍ਹਾਂ ਕਿਹਾ ਕਿ ਪਿੰਡ ਪੱਧਰ ਤੇ ਕਮੇਟੀਆਂ ਬਣਾਈਆਂ ਜਾ ਰਹੀਆਂ ਹਨ ਜੋ ਨਸ਼ਾ ਤਸਕਰਾਂ ਦੀ ਸੂਚਨਾ ਪੁਲਿਸ ਨੂੰ ਦੇਣਗੀਆਂ। ਪਿੰਡ ਵਾਸੀਆਂ ਨੇ ਨਸ਼ਿਆਂ ਵਿਰੁੱਧ ਲੜਾਈ ਵਿੱਚ ਪੂਰਾ ਸਾਥ ਦੇਣ ਦਾ ਭਰੋਸਾ ਦਿੱਤਾ। <box>563 554 644 650</box>
body-columns <box>6 487 389 653</box>
article-photo <box>6 55 210 165</box>
article-pm-bal-puraskar <box>6 269 326 441</box>
body-text-col: ਐਚਐਮਈਐਲ ਦੇ ਸੀਐਸਆਰ ਫੰਡ ਦੇ ਸਹਿਯੋਗ ਨਾਲ ਲੋਕ ਨਿਰਮਾਣ ਵਿਭਾਗ ਵੱਲੋਂ ਫੁੱਲੋਖਾਰੀ-ਕਣਕਵਾਲ ਸੜਕ ਦਾ ਨਿਰਮਾਣ ਕਾਰਜ ਸ਼ੁਰੂ ਕਰ ਦਿੱਤਾ ਗਿਆ ਹੈ। ਇਸ ਸੜਕ ਦੇ ਬਣਨ ਨਾਲ ਇਲਾਕੇ ਦੇ ਦਰਜਨਾਂ ਪਿੰਡਾਂ ਦੇ ਲੋਕਾਂ ਨੂੰ ਵੱਡੀ ਰਾਹਤ ਮਿਲੇਗੀ। ਅਧਿਕਾਰੀਆਂ ਨੇ ਦੱਸਿਆ ਕਿ ਕੰਮ ਨਿਰਧਾਰਤ ਸਮੇਂ ਵਿੱਚ ਮੁਕੰਮਲ ਕੀਤਾ ਜਾਵੇਗਾ ਅਤੇ ਗੁਣਵੱਤਾ ਨਾਲ ਕੋਈ ਸਮਝੌਤਾ ਨਹੀਂ ਕੀਤਾ ਜਾਵੇਗਾ। ਪਿੰਡ ਵਾਸੀਆਂ ਨੇ ਇਸ ਕਾਰਜ ਲਈ ਵਿਭਾਗ ਦਾ ਧੰਨਵਾਦ ਕੀਤਾ। <box>306 487 389 653</box>
headline-quoted: "ਯੁੱਧ ਨਸ਼ਿਆਂ ਵਿਰੁੱਧ ਦੀ ਯਾਤਰਾ" <box>509 449 634 460</box>
headline: ਸਰਬ ਨੌਜਵਾਨ ਸਭਾ ਦੇ ਸਹਿਯੋਗ ਸਦਕਾ ਕਰਵਾਏ ਜਾ ਰਹੇ ਕੋਰਸਾਂ ਨੇ ਸੈਂਕੜੇ ਲੜਕੀਆਂ ਨੂੰ ਆਤਮ ਨਿਰਭਰ ਬਣਾਇਆ - ਡੀ.ਕੇ. ਵਰਮਾ <box>12 671 400 701</box>
byline: ਫਤਿਹਗੜ੍ਹ ਸਾਹਿਬ, 4 ਜੂਨ (ਨਿਊਜ਼ ਟਾਊਨ) <box>418 792 473 797</box>
official-portrait-photo <box>96 313 165 365</box>
body-text-col: ਖਿਲਚੀਆਂ, 4 ਜੂਨ (ਗੁਰਪ੍ਰੀਤ ਸਿੰਘ) ਗੁਰੂ ਤੇਗ ਬਹਾਦਰ ਆਸਰਾ ਸੇਵਾ ਟਰੱਸਟ ਖਿਲਚੀਆਂ ਵੱਲੋਂ ਲੋੜਵੰਦ ਪਰਿਵਾਰਾਂ ਨੂੰ ਮੁਫ਼ਤ ਰਾਸ਼ਨ ਵੰਡਿਆ ਗਿਆ। ਇਸ ਮੌਕੇ ਟਰੱਸਟ ਦੇ ਅਹੁਦੇਦਾਰਾਂ ਨੇ ਦੱਸਿਆ ਕਿ ਹਰ ਮਹੀਨੇ ਇਲਾਕੇ ਦੇ ਗਰੀਬ ਅਤੇ ਲੋੜਵੰਦ ਪਰਿਵਾਰਾਂ ਦੀ ਪਛਾਣ ਕਰਕੇ ਉਨ੍ਹਾਂ ਨੂੰ ਰਾਸ਼ਨ, ਦਵਾਈਆਂ ਅਤੇ ਹੋਰ ਜਰੂਰੀ ਵਸਤਾਂ ਮੁਹੱਈਆ ਕਰਵਾਈਆਂ ਜਾਂਦੀਆਂ ਹਨ। ਉਨ੍ਹਾਂ ਕਿਹਾ ਕਿ ਸਮਾਜ ਸੇਵਾ ਦੇ ਇਸ ਕਾਰਜ ਵਿੱਚ ਇਲਾਕਾ ਨਿਵਾਸੀਆਂ ਦਾ ਭਰਪੂਰ ਸਹਿਯੋਗ ਮਿਲ ਰਿਹਾ ਹੈ। ਟਰੱਸਟ ਵੱਲੋਂ ਸਮੇਂ ਸਮੇਂ ਤੇ ਮੈਡੀਕਲ ਕੈਂਪ ਵੀ ਲਗਾਏ ਜਾਂਦੇ ਹਨ। ਇਸ ਮੌਕੇ ਵੱਡੀ ਗਿਣਤੀ ਵਿੱਚ ਪਿੰਡ ਵਾਸੀ ਹਾਜ਼ਰ ਸਨ। <box>6 168 72 221</box>
body-text-col: ਜ਼ਿਲ੍ਹਾ ਪ੍ਰੋਗਰਾਮ ਅਫਸਰ ਨੇ ਦੱਸਿਆ ਕਿ ਪ੍ਰਾਈਵੇਟ ਸਕੂਲਾਂ ਦੇ ਪ੍ਰੀ-ਪ੍ਰਾਇਮਰੀ ਵਿੰਗ ਅਤੇ ਨਿੱਜੀ ਪਲੇਅ-ਵੇਅ ਸਕੂਲਾਂ ਦੀ ਰਜਿਸਟ੍ਰੇਸ਼ਨ ਕਰਵਾਉਣੀ ਲਾਜ਼ਮੀ ਹੈ। ਉਨ੍ਹਾਂ ਕਿਹਾ ਕਿ 3 ਤੋਂ 6 ਸਾਲ ਦੇ ਬੱਚਿਆਂ ਲਈ ਚਲਾਏ ਜਾ ਰਹੇ ਕੇਂਦਰਾਂ ਨੂੰ ਵਿਭਾਗ ਦੀਆਂ ਹਦਾਇਤਾਂ ਦੀ ਪਾਲਣਾ ਕਰਨੀ ਪਵੇਗੀ। ਰਜਿਸਟ੍ਰੇਸ਼ਨ ਨਾ ਕਰਵਾਉਣ ਵਾਲੇ ਅਦਾਰਿਆਂ ਖ਼ਿਲਾਫ਼ ਬਣਦੀ ਕਾਰਵਾਈ ਕੀਤੀ ਜਾਵੇਗੀ। ਮੀਟਿੰਗ ਵਿੱਚ ਵੱਡੀ ਗਿਣਤੀ ਸਕੂਲ ਮੁਖੀ ਹਾਜ਼ਰ ਸਨ। <box>494 798 567 948</box>
article-photo <box>180 728 317 832</box>
headline: ਗੁਰੂ ਤੇਗ ਬਹਾਦਰ ਆਸਰਾ ਸੇਵਾ ਟਰੱਸਟ ਖਿਲਚੀਆਂ ਵੱਲੋਂ ਲੋੜਵੰਦ ਪਰਿਵਾਰਾਂ ਨੂੰ ਮੁਫ਼ਤ ਰਾਸ਼ਨ ਵੰਡਿਆ <box>7 28 209 52</box>
section-title: ਸਾਂਝਾ ਪੰਨਾ <box>276 1 333 19</box>
body-text-col: ਕ੍ਰਿਸ਼ੀ ਵਿਗਿਆਨ ਕੇਂਦਰ ਵੱਲੋਂ ਲਗਾਏ ਗਏ ਕਿਸਾਨ ਸਿਖਲਾਈ ਕੈਂਪ ਦੌਰਾਨ ਸੀਨੀਅਰ ਸਾਇੰਟਿਸਟ ਡਾ. ਸੁਰੀਆ ਨੇ ਕਿਹਾ ਕਿ ਖੇਤੀ ਨੂੰ ਲਾਹੇਵੰਦ ਧੰਦਾ ਬਣਾਉਣ ਲਈ ਕਿਸਾਨਾਂ ਨੂੰ ਨਵੀਆਂ ਤਕਨੀਕਾਂ ਅਪਣਾਉਣੀਆਂ ਚਾਹੀਦੀਆਂ ਹਨ। ਉਨ੍ਹਾਂ ਕਿਹਾ ਕਿ ਫ਼ਸਲੀ ਵਿਭਿੰਨਤਾ, ਜੈਵਿਕ ਖੇਤੀ ਅਤੇ ਪਾਣੀ ਦੀ ਬੱਚਤ ਕਰਨ ਵਾਲੀਆਂ ਤਕਨੀਕਾਂ ਨਾਲ ਲਾਗਤ ਘਟਾਈ ਜਾ ਸਕਦੀ ਹੈ। ਇਸ ਮੌਕੇ ਕਿਸਾਨਾਂ ਨੂੰ ਸਹਾਇਕ ਧੰਦਿਆਂ ਬਾਰੇ ਵੀ ਜਾਣਕਾਰੀ ਦਿੱਤੀ ਗਈ। ਵੱਡੀ ਗਿਣਤੀ ਵਿੱਚ ਕਿਸਾਨਾਂ ਨੇ ਕੈਂਪ ਵਿੱਚ ਸ਼ਮੂਲੀਅਤ ਕੀਤੀ। <box>564 299 644 419</box>
byline: ਫਤਿਹਗੜ੍ਹ ਸਾਹਿਬ, 4 ਜੂਨ (ਨਿਊਜ਼ ਟਾਊਨ) <box>6 722 61 727</box>
dates-note: 2025-26 ਦੇ ਸੈਸ਼ਨ ਲਈ ਨਵੀਂ ਮਿਤੀ 31.12.2025 ਅਤੇ ਜਨਮ ਮਿਤੀ 31.11.2023 ਵਿਚਕਾਰ ਹੋਣੀ ਚਾਹੀਦੀ ਹੈ। <box>219 159 356 164</box>
byline: ਫਤਿਹਗੜ੍ਹ ਸਾਹਿਬ, 4 ਜੂਨ (ਨਿਊਜ਼ ਟਾਊਨ) <box>6 307 61 312</box>
body-text-col: ਚੰਦਨਵਾਂ ਬਲੂਮਿੰਗ ਬੱਡਜ਼ ਸੀਨੀਅਰ ਸੈਕੰਡਰੀ ਸਕੂਲ ਵਿਖੇ ਚੱਲ ਰਹੇ ਸਮਰ ਕੈਂਪ ਦਾ ਤੀਜਾ ਦਿਨ ਰਾਈਫਲ ਸ਼ੂਟਿੰਗ ਦੇ ਨਾਂ ਰਿਹਾ। ਵਿਦਿਆਰਥੀਆਂ ਨੇ ਮਾਹਿਰ ਕੋਚਾਂ ਦੀ ਨਿਗਰਾਨੀ ਹੇਠ ਨਿਸ਼ਾਨੇਬਾਜ਼ੀ ਦਾ ਅਭਿਆਸ ਕੀਤਾ। ਸਕੂਲ ਪ੍ਰਬੰਧਕਾਂ ਨੇ ਦੱਸਿਆ ਕਿ ਕੈਂਪ ਦਾ ਮੁੱਖ ਮਕਸਦ ਬੱਚਿਆਂ ਵਿੱਚ ਇਕਾਗਰਤਾ, ਅਨੁਸ਼ਾਸਨ ਅਤੇ ਸਰੀਰਕ ਤੰਦਰੁਸਤੀ ਨੂੰ ਵਧਾਉਣਾ ਹੈ। ਇਸ ਮੌਕੇ ਵਿਦਿਆਰਥੀਆਂ ਨੇ ਵਧ ਚੜ੍ਹ ਕੇ ਹਿੱਸਾ ਲਿਆ ਅਤੇ ਜੇਤੂ ਵਿਦਿਆਰਥੀਆਂ ਨੂੰ ਸਨਮਾਨਿਤ ਕੀਤਾ ਗਿਆ। ਪ੍ਰਿੰਸੀਪਲ ਨੇ ਕਿਹਾ ਕਿ ਅਜਿਹੀਆਂ ਗਤੀਵਿਧੀਆਂ ਬੱਚਿਆਂ ਦੇ ਸਰਵਪੱਖੀ ਵਿਕਾਸ ਲਈ ਬਹੁਤ ਜ਼ਰੂਰੀ ਹਨ। <box>528 156 644 251</box>
divider <box>6 479 389 480</box>
body-text-col: ਚੰਦਨਵਾਂ ਬਲੂਮਿੰਗ ਬੱਡਜ਼ ਸੀਨੀਅਰ ਸੈਕੰਡਰੀ ਸਕੂਲ ਵਿਖੇ ਚੱਲ ਰਹੇ ਸਮਰ ਕੈਂਪ ਦਾ ਤੀਜਾ ਦਿਨ ਰਾਈਫਲ ਸ਼ੂਟਿੰਗ ਦੇ ਨਾਂ ਰਿਹਾ। ਵਿਦਿਆਰਥੀਆਂ ਨੇ ਮਾਹਿਰ ਕੋਚਾਂ ਦੀ ਨਿਗਰਾਨੀ ਹੇਠ ਨਿਸ਼ਾਨੇਬਾਜ਼ੀ ਦਾ ਅਭਿਆਸ ਕੀਤਾ। ਸਕੂਲ ਪ੍ਰਬੰਧਕਾਂ ਨੇ ਦੱਸਿਆ ਕਿ ਕੈਂਪ ਦਾ ਮੁੱਖ ਮਕਸਦ ਬੱਚਿਆਂ ਵਿੱਚ ਇਕਾਗਰਤਾ, ਅਨੁਸ਼ਾਸਨ ਅਤੇ ਸਰੀਰਕ ਤੰਦਰੁਸਤੀ ਨੂੰ ਵਧਾਉਣਾ ਹੈ। ਇਸ ਮੌਕੇ ਵਿਦਿਆਰਥੀਆਂ ਨੇ ਵਧ ਚੜ੍ਹ ਕੇ ਹਿੱਸਾ ਲਿਆ ਅਤੇ ਜੇਤੂ ਵਿਦਿਆਰਥੀਆਂ ਨੂੰ ਸਨਮਾਨਿਤ ਕੀਤਾ ਗਿਆ। ਪ੍ਰਿੰਸੀਪਲ ਨੇ ਕਿਹਾ ਕਿ ਅਜਿਹੀਆਂ ਗਤੀਵਿਧੀਆਂ ਬੱਚਿਆਂ ਦੇ ਸਰਵਪੱਖੀ ਵਿਕਾਸ ਲਈ ਬਹੁਤ ਜ਼ਰੂਰੀ ਹਨ। <box>409 156 525 185</box>
registration-dot-magenta-light <box>298 1012 307 1021</box>
third-band <box>6 449 644 664</box>
divider <box>6 719 406 720</box>
headline: ਪ੍ਰਧਾਨ ਮੰਤਰੀ ਰਾਸ਼ਟਰੀ ਬਾਲ ਪੁਰਸਕਾਰ ਲਈ 31 ਜੁਲਾਈ ਤੱਕ ਹੋਵੇਗੀ ਰਜਿਸਟ੍ਰੇਸ਼ਨ - ਜ਼ਿਲਾ ਬਾਲ ਸੁਰੱਖਿਆ ਅਫਸਰ <box>18 268 309 296</box>
body-text-col: ਖਿਲਚੀਆਂ, 4 ਜੂਨ (ਗੁਰਪ੍ਰੀਤ ਸਿੰਘ) ਗੁਰੂ ਤੇਗ ਬਹਾਦਰ ਆਸਰਾ ਸੇਵਾ ਟਰੱਸਟ ਖਿਲਚੀਆਂ ਵੱਲੋਂ ਲੋੜਵੰਦ ਪਰਿਵਾਰਾਂ ਨੂੰ ਮੁਫ਼ਤ ਰਾਸ਼ਨ ਵੰਡਿਆ ਗਿਆ। ਇਸ ਮੌਕੇ ਟਰੱਸਟ ਦੇ ਅਹੁਦੇਦਾਰਾਂ ਨੇ ਦੱਸਿਆ ਕਿ ਹਰ ਮਹੀਨੇ ਇਲਾਕੇ ਦੇ ਗਰੀਬ ਅਤੇ ਲੋੜਵੰਦ ਪਰਿਵਾਰਾਂ ਦੀ ਪਛਾਣ ਕਰਕੇ ਉਨ੍ਹਾਂ ਨੂੰ ਰਾਸ਼ਨ, ਦਵਾਈਆਂ ਅਤੇ ਹੋਰ ਜਰੂਰੀ ਵਸਤਾਂ ਮੁਹੱਈਆ ਕਰਵਾਈਆਂ ਜਾਂਦੀਆਂ ਹਨ। ਉਨ੍ਹਾਂ ਕਿਹਾ ਕਿ ਸਮਾਜ ਸੇਵਾ ਦੇ ਇਸ ਕਾਰਜ ਵਿੱਚ ਇਲਾਕਾ ਨਿਵਾਸੀਆਂ ਦਾ ਭਰਪੂਰ ਸਹਿਯੋਗ ਮਿਲ ਰਿਹਾ ਹੈ। ਟਰੱਸਟ ਵੱਲੋਂ ਸਮੇਂ ਸਮੇਂ ਤੇ ਮੈਡੀਕਲ ਕੈਂਪ ਵੀ ਲਗਾਏ ਜਾਂਦੇ ਹਨ। ਇਸ ਮੌਕੇ ਵੱਡੀ ਗਿਣਤੀ ਵਿੱਚ ਪਿੰਡ ਵਾਸੀ ਹਾਜ਼ਰ ਸਨ। <box>74 168 139 273</box>
band-divider <box>6 667 644 669</box>
registration-dot-cyan <box>262 1012 271 1021</box>
body-text-col: ਪੰਜਾਬ ਸਰਕਾਰ ਵੱਲੋਂ ਚਲਾਈ ਜਾ ਰਹੀ ਮੁਹਿੰਮ ਯੁੱਧ ਨਸ਼ਿਆਂ ਵਿਰੁੱਧ ਤਹਿਤ ਯਾਤਰਾ ਪਿੰਡ ਮੁੱਲਾਂਪੁਰ ਪੁੱਜੀ। ਇਸ ਮੌਕੇ ਡਾ. ਕੋਗਾ ਨੇ ਕਿਹਾ ਕਿ ਨਸ਼ਾ ਵੇਚਣ ਵਾਲਿਆਂ ਖ਼ਿਲਾਫ਼ ਸਖ਼ਤ ਕਾਰਵਾਈ ਕੀਤੀ ਜਾਵੇਗੀ ਅਤੇ ਨੌਜਵਾਨਾਂ ਨੂੰ ਨਸ਼ਿਆਂ ਤੋਂ ਦੂਰ ਰਹਿਣ ਦੀ ਅਪੀਲ ਕੀਤੀ। ਉਨ੍ਹਾਂ ਕਿਹਾ ਕਿ ਪਿੰਡ ਪੱਧਰ ਤੇ ਕਮੇਟੀਆਂ ਬਣਾਈਆਂ ਜਾ ਰਹੀਆਂ ਹਨ ਜੋ ਨਸ਼ਾ ਤਸਕਰਾਂ ਦੀ ਸੂਚਨਾ ਪੁਲਿਸ ਨੂੰ ਦੇਣਗੀਆਂ। ਪਿੰਡ ਵਾਸੀਆਂ ਨੇ ਨਸ਼ਿਆਂ ਵਿਰੁੱਧ ਲੜਾਈ ਵਿੱਚ ਪੂਰਾ ਸਾਥ ਦੇਣ ਦਾ ਭਰੋਸਾ ਦਿੱਤਾ। <box>400 554 479 588</box>
registration-block <box>147 1012 259 1021</box>
article-agriculture-techniques <box>326 269 644 441</box>
divider <box>219 64 400 65</box>
newspaper-logo <box>556 0 640 22</box>
logo-text: ਨਿਊਜ਼ ਟਾਊਨ <box>564 3 640 19</box>
sub-columns <box>96 585 303 649</box>
body-text-col: ਪੰਜਾਬ ਸਰਕਾਰ ਵੱਲੋਂ ਚਲਾਈ ਜਾ ਰਹੀ ਮੁਹਿੰਮ ਯੁੱਧ ਨਸ਼ਿਆਂ ਵਿਰੁੱਧ ਤਹਿਤ ਯਾਤਰਾ ਪਿੰਡ ਮੁੱਲਾਂਪੁਰ ਪੁੱਜੀ। ਇਸ ਮੌਕੇ ਡਾ. ਕੋਗਾ ਨੇ ਕਿਹਾ ਕਿ ਨਸ਼ਾ ਵੇਚਣ ਵਾਲਿਆਂ ਖ਼ਿਲਾਫ਼ ਸਖ਼ਤ ਕਾਰਵਾਈ ਕੀਤੀ ਜਾਵੇਗੀ ਅਤੇ ਨੌਜਵਾਨਾਂ ਨੂੰ ਨਸ਼ਿਆਂ ਤੋਂ ਦੂਰ ਰਹਿਣ ਦੀ ਅਪੀਲ ਕੀਤੀ। ਉਨ੍ਹਾਂ ਕਿਹਾ ਕਿ ਪਿੰਡ ਪੱਧਰ ਤੇ ਕਮੇਟੀਆਂ ਬਣਾਈਆਂ ਜਾ ਰਹੀਆਂ ਹਨ ਜੋ ਨਸ਼ਾ ਤਸਕਰਾਂ ਦੀ ਸੂਚਨਾ ਪੁਲਿਸ ਨੂੰ ਦੇਣਗੀਆਂ। ਪਿੰਡ ਵਾਸੀਆਂ ਨੇ ਨਸ਼ਿਆਂ ਵਿਰੁੱਧ ਲੜਾਈ ਵਿੱਚ ਪੂਰਾ ਸਾਥ ਦੇਣ ਦਾ ਭਰੋਸਾ ਦਿੱਤਾ। <box>481 554 560 650</box>
bottom-headline-row <box>6 672 644 702</box>
article-photo <box>409 53 644 149</box>
photo-caption: ਚੰਦਨਵਾਂ ਵਿਖੇ ਸਮਰ ਕੈਂਪ ਦੌਰਾਨ ਰਾਈਫਲ ਸ਼ੂਟਿੰਗ ਦਾ ਅਭਿਆਸ ਕਰਦੇ ਹੋਏ ਵਿਦਿਆਰਥੀ। <box>410 143 643 148</box>
registration-dot-grey <box>346 1012 355 1021</box>
photo-caption: ਫੁੱਲੋਖਾਰੀ-ਕਣਕਵਾਲ ਸੜਕ ਦੇ ਨਿਰਮਾਣ ਕਾਰਜ ਦਾ ਉਦਘਾਟਨ ਕਰਦੇ ਹੋਏ ਅਧਿਕਾਰੀ ਤੇ ਪਤਵੰਤੇ। <box>97 578 302 583</box>
registration-dot-black <box>135 1012 144 1021</box>
registration-dot-black <box>515 1012 524 1021</box>
subheadline: ਵੋਕੇਸ਼ਨਲ ਸੈਂਟਰ 'ਚ ਬਜ਼ੁਰਗਾਂ ਅਤੇ ਬੱਚਿਆਂ ਦੀ ਸਾਂਭ ਸੰਭਾਲ ਦੀ ਪ੍ਰੈਕਟੀਕਲ ਟਰੇਨਿੰਗ ਵੀ ਦਿੱਤੀ ਜਾਂਦੀ ਹੈ - ਸੁਖਵਿੰਦਰ <box>41 704 381 715</box>
headline-part1: ਪਿੰਡ ਮੁੱਲਾਂਪੁਰ ਵਿੱਚ ਪੁਹੰਚੀ <box>410 449 510 460</box>
registration-dot-yellow <box>503 1012 512 1021</box>
article-photo <box>400 473 644 547</box>
article-summer-camp-rifle <box>404 28 644 261</box>
